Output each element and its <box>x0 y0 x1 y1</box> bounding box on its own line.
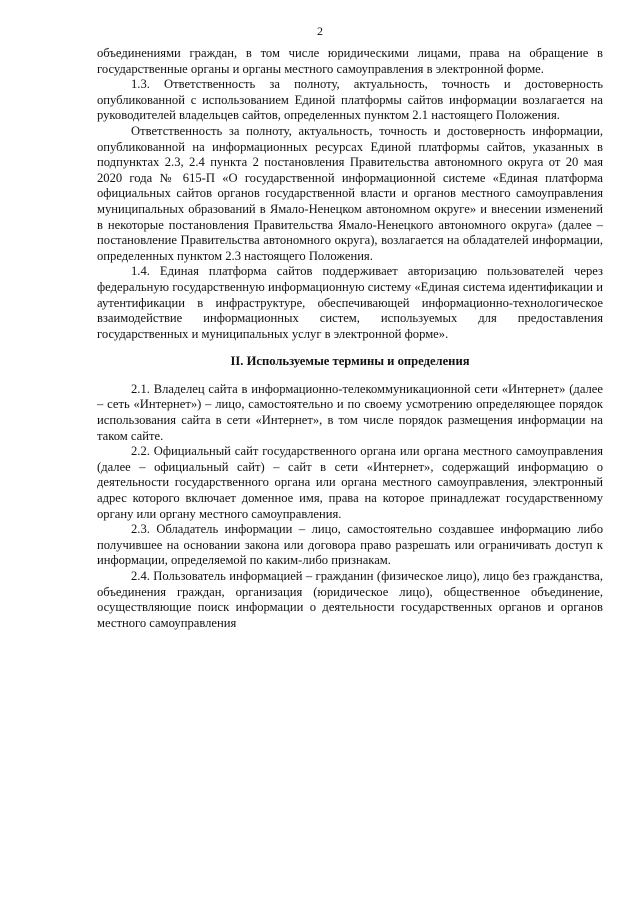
paragraph-2-1: 2.1. Владелец сайта в информационно-телекоммуникационной сети «Интернет» (далее – сеть «Интернет») – лицо, самостоятельно и по своему усмотрению определяющее порядок использования сайта в сети «Интернет», в том числе порядок размещения информации на таком сайте. <box>97 381 603 443</box>
paragraph-1-3: 1.3. Ответственность за полноту, актуальность, точность и достоверность опубликованной с использованием Единой платформы сайтов информации возлагается на руководителей владельцев сайтов, определенных пунктом 2.1 настоящего Положения. <box>97 77 603 123</box>
paragraph-2-3: 2.3. Обладатель информации – лицо, самостоятельно создавшее информацию либо получившее на основании закона или договора право разрешать или ограничивать доступ к информации, определяемой по каким-либо признакам. <box>97 522 603 568</box>
document-body <box>97 46 603 631</box>
paragraph-2-4: 2.4. Пользователь информацией – гражданин (физическое лицо), лицо без гражданства, объединения граждан, организация (юридическое лицо), общественное объединение, осуществляющие поиск информации о деятельности государственных органов и органов местного самоуправления <box>97 569 603 630</box>
paragraph-responsibility: Ответственность за полноту, актуальность, точность и достоверность информации, опубликованной на информационных ресурсах Единой платформы сайтов, указанных в подпунктах 2.3, 2.4 пункта 2 постановления Правительства автономного округа от 20 мая 2020 года № 615-П «О государственной информационной системе «Единая платформа официальных сайтов органов государственной власти и органов местного самоуправления муниципальных образований в Ямало-Ненецком автономном округе» и внесении изменений в некоторые постановления Правительства Ямало-Ненецкого автономного округа» (далее – постановление Правительства автономного округа), возлагается на обладателей информации, определенных пунктом 2.3 настоящего Положения. <box>97 123 603 263</box>
section-heading: II. Используемые термины и определения <box>230 354 470 369</box>
paragraph-continuation: объединениями граждан, в том числе юридическими лицами, права на обращение в государственные органы и органы местного самоуправления в электронной форме. <box>97 46 603 76</box>
paragraph-2-2: 2.2. Официальный сайт государственного органа или органа местного самоуправления (далее – официальный сайт) – сайт в сети «Интернет», содержащий информацию о деятельности государственного органа или органа местного самоуправления, электронный адрес которого включает доменное имя, права на которое принадлежат государственному органу или органу местного самоуправления. <box>97 444 603 521</box>
page-number: 2 <box>317 24 323 38</box>
paragraph-1-4: 1.4. Единая платформа сайтов поддерживает авторизацию пользователей через федеральную государственную информационную систему «Единая система идентификации и аутентификации в инфраструктуре, обеспечивающей информационно-технологическое взаимодействие информационных систем, используемых для предоставления государственных и муниципальных услуг в электронной форме». <box>97 264 603 341</box>
